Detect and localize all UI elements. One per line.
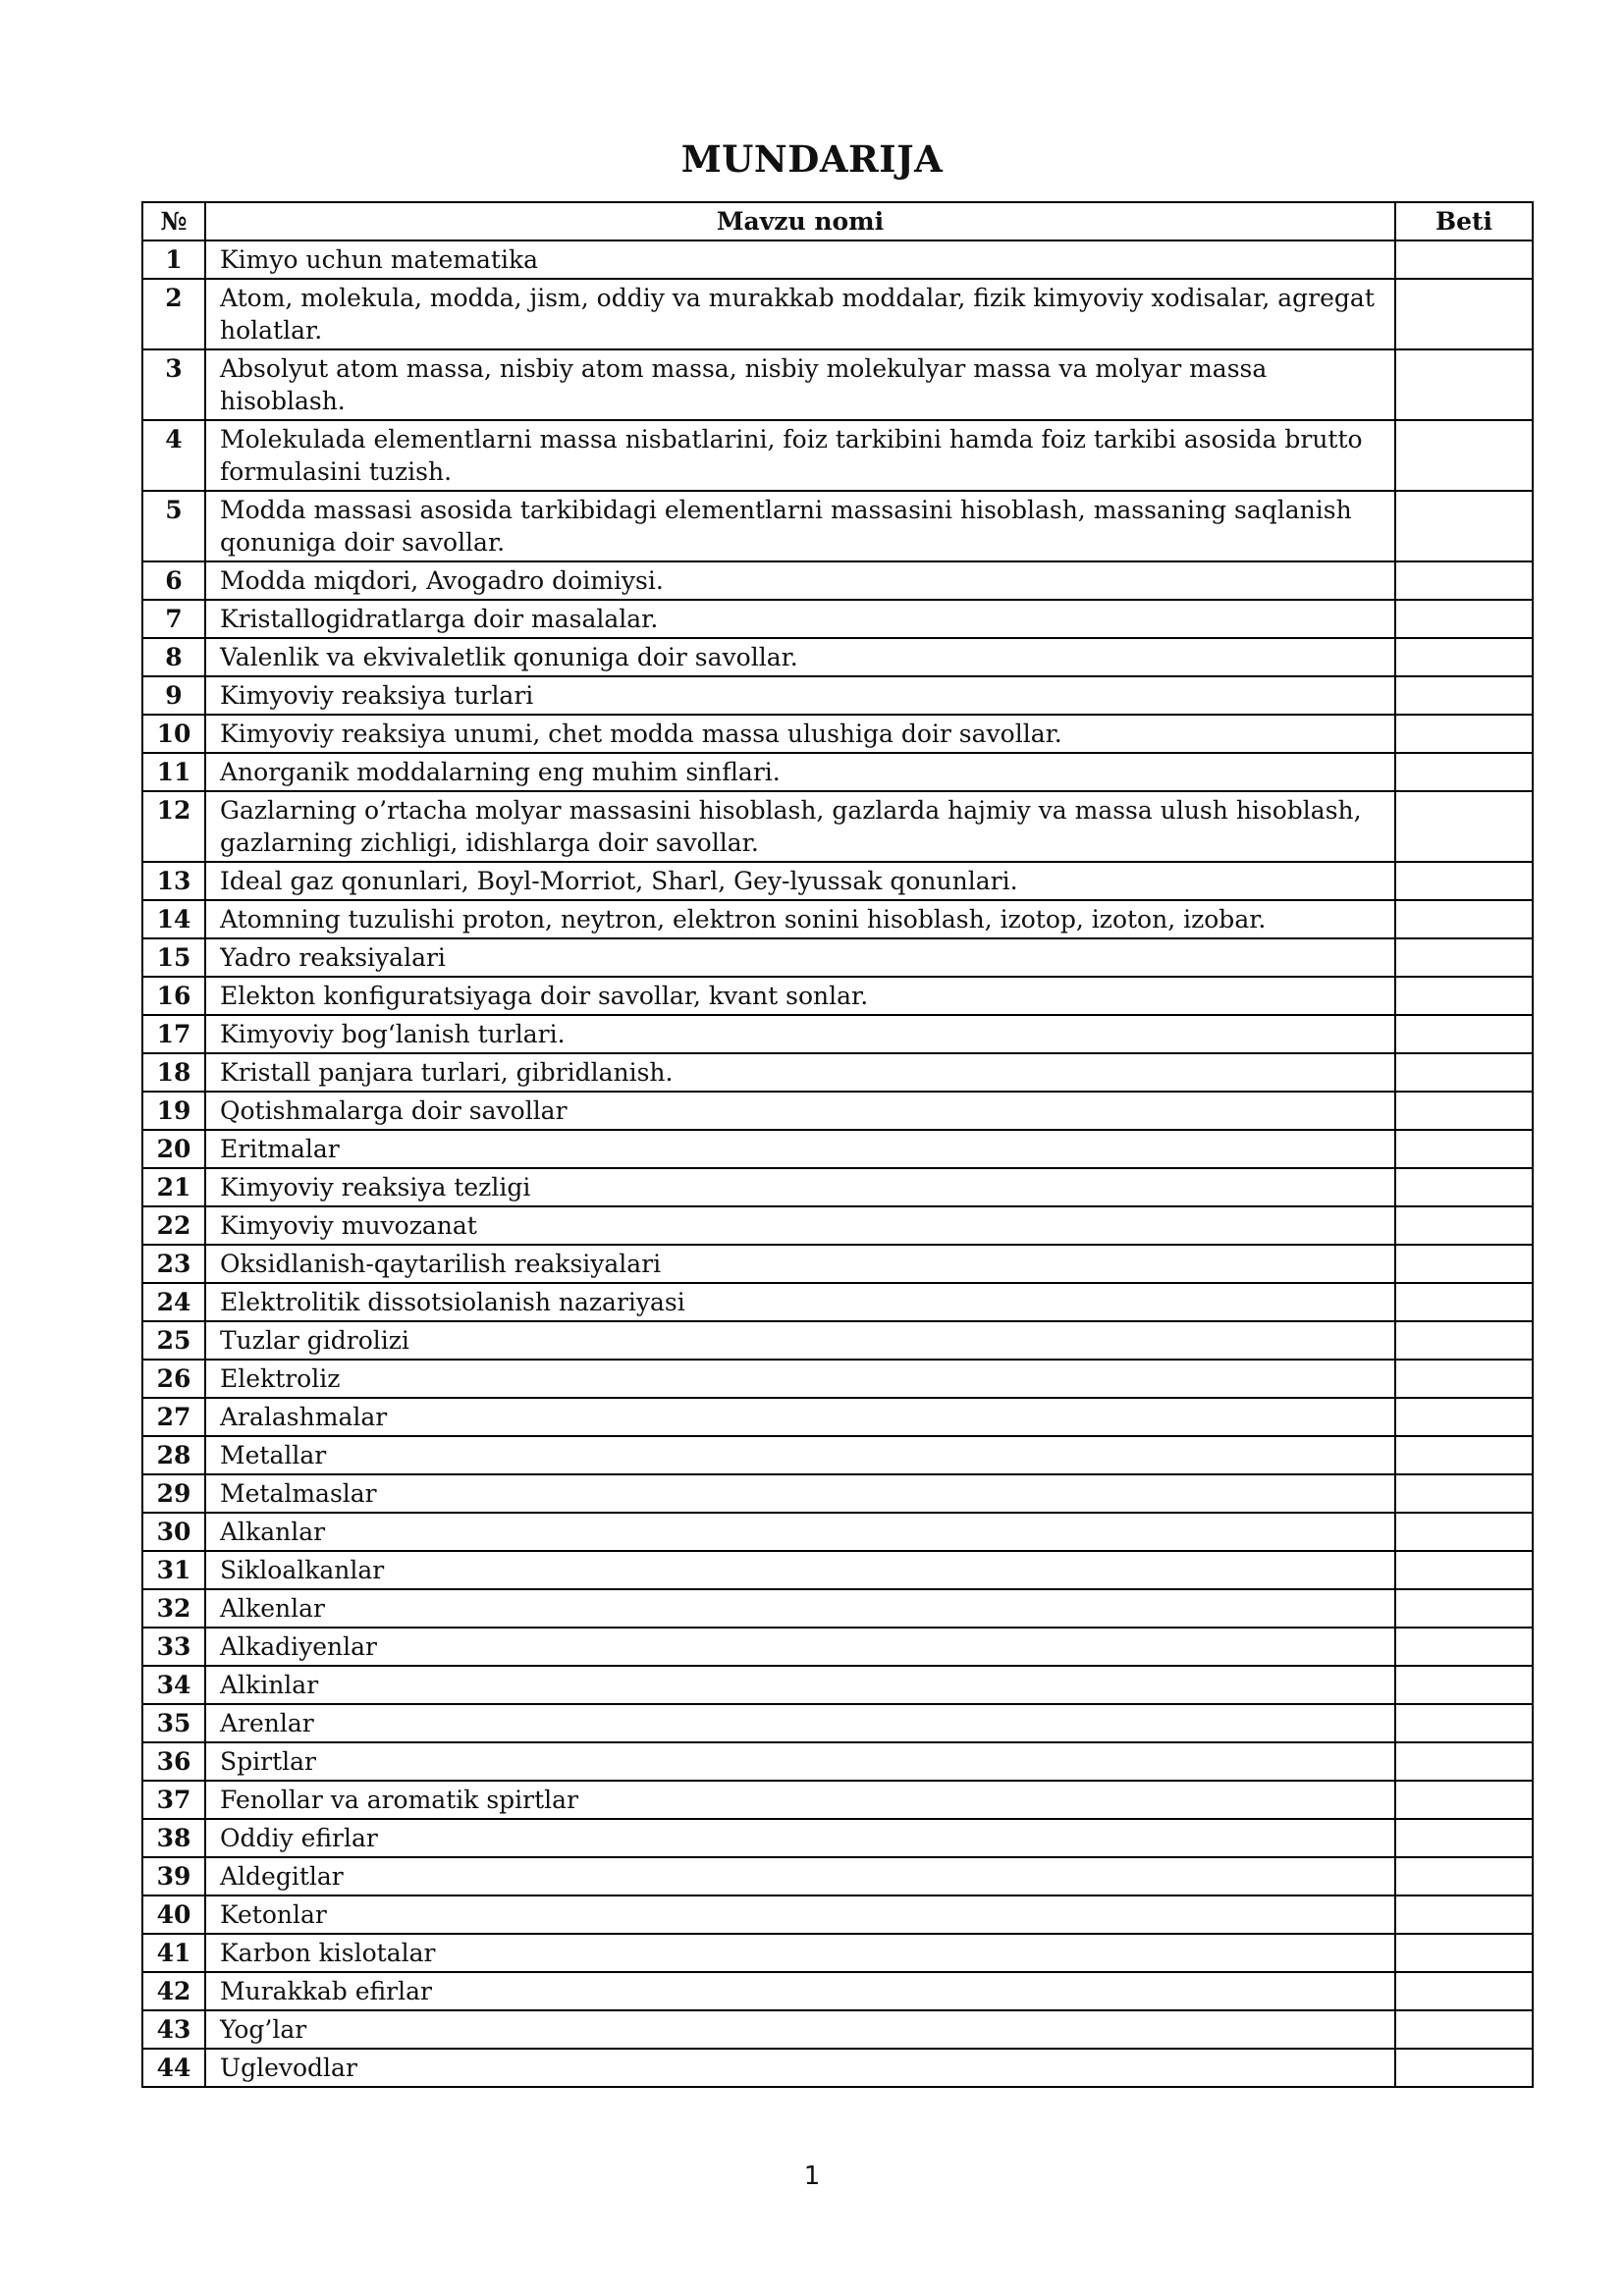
table-row: [142, 600, 1533, 638]
row-topic: Alkanlar: [205, 1513, 1395, 1551]
table-row: [142, 491, 1533, 561]
row-page-cell: [1395, 1666, 1533, 1704]
row-page-cell: [1395, 1781, 1533, 1819]
row-page-cell: [1395, 2049, 1533, 2087]
table-row: [142, 1436, 1533, 1474]
row-page-cell: [1395, 1168, 1533, 1206]
table-row: [142, 561, 1533, 600]
row-number: 36: [142, 1742, 205, 1781]
table-row: [142, 638, 1533, 676]
row-topic: Yadro reaksiyalari: [205, 938, 1395, 977]
row-page-cell: [1395, 1206, 1533, 1245]
row-topic: Fenollar va aromatik spirtlar: [205, 1781, 1395, 1819]
row-number: 39: [142, 1857, 205, 1896]
row-topic: Alkinlar: [205, 1666, 1395, 1704]
table-row: [142, 1551, 1533, 1589]
row-number: 28: [142, 1436, 205, 1474]
table-row: [142, 1206, 1533, 1245]
row-topic: Uglevodlar: [205, 2049, 1395, 2087]
page-number: 1: [803, 2162, 821, 2191]
row-page-cell: [1395, 1857, 1533, 1896]
table-row: [142, 1245, 1533, 1283]
row-page-cell: [1395, 600, 1533, 638]
table-row: [142, 1972, 1533, 2010]
row-topic: Elektroliz: [205, 1360, 1395, 1398]
row-topic: Aldegitlar: [205, 1857, 1395, 1896]
table-row: [142, 791, 1533, 862]
table-row: [142, 1857, 1533, 1896]
row-topic: Qotishmalarga doir savollar: [205, 1092, 1395, 1130]
row-topic: Ketonlar: [205, 1896, 1395, 1934]
row-page-cell: [1395, 1436, 1533, 1474]
column-header-number: №: [142, 202, 205, 240]
row-topic: Arenlar: [205, 1704, 1395, 1742]
row-number: 29: [142, 1474, 205, 1513]
row-page-cell: [1395, 676, 1533, 715]
row-page-cell: [1395, 1972, 1533, 2010]
row-topic: Kristallogidratlarga doir masalalar.: [205, 600, 1395, 638]
row-number: 10: [142, 715, 205, 753]
row-number: 38: [142, 1819, 205, 1857]
row-page-cell: [1395, 1321, 1533, 1360]
row-number: 14: [142, 900, 205, 938]
table-row: [142, 240, 1533, 279]
row-page-cell: [1395, 977, 1533, 1015]
table-row: [142, 1321, 1533, 1360]
row-topic: Anorganik moddalarning eng muhim sinflari.: [205, 753, 1395, 791]
row-topic: Eritmalar: [205, 1130, 1395, 1168]
row-number: 5: [142, 491, 205, 561]
row-number: 34: [142, 1666, 205, 1704]
table-row: [142, 279, 1533, 349]
table-row: [142, 1628, 1533, 1666]
row-number: 27: [142, 1398, 205, 1436]
toc-table: [141, 201, 1534, 2088]
table-row: [142, 715, 1533, 753]
row-number: 41: [142, 1934, 205, 1972]
table-row: [142, 1781, 1533, 1819]
table-row: [142, 1589, 1533, 1628]
table-row: [142, 938, 1533, 977]
row-page-cell: [1395, 938, 1533, 977]
row-number: 20: [142, 1130, 205, 1168]
row-number: 18: [142, 1053, 205, 1092]
row-number: 32: [142, 1589, 205, 1628]
row-number: 13: [142, 862, 205, 900]
row-topic: Sikloalkanlar: [205, 1551, 1395, 1589]
table-row: [142, 1513, 1533, 1551]
column-header-page: Beti: [1395, 202, 1533, 240]
row-page-cell: [1395, 1934, 1533, 1972]
row-page-cell: [1395, 638, 1533, 676]
row-topic: Elekton konfiguratsiyaga doir savollar, kvant sonlar.: [205, 977, 1395, 1015]
row-page-cell: [1395, 715, 1533, 753]
row-number: 23: [142, 1245, 205, 1283]
table-row: [142, 349, 1533, 420]
row-topic: Karbon kislotalar: [205, 1934, 1395, 1972]
table-row: [142, 1130, 1533, 1168]
row-page-cell: [1395, 420, 1533, 491]
row-page-cell: [1395, 491, 1533, 561]
table-row: [142, 862, 1533, 900]
row-topic: Atomning tuzulishi proton, neytron, elektron sonini hisoblash, izotop, izoton, izobar.: [205, 900, 1395, 938]
row-number: 19: [142, 1092, 205, 1130]
row-topic: Tuzlar gidrolizi: [205, 1321, 1395, 1360]
row-number: 37: [142, 1781, 205, 1819]
row-number: 44: [142, 2049, 205, 2087]
table-row: [142, 1819, 1533, 1857]
table-row: [142, 1666, 1533, 1704]
row-page-cell: [1395, 1551, 1533, 1589]
row-page-cell: [1395, 240, 1533, 279]
row-number: 31: [142, 1551, 205, 1589]
table-row: [142, 676, 1533, 715]
row-topic: Kimyoviy reaksiya turlari: [205, 676, 1395, 715]
row-page-cell: [1395, 791, 1533, 862]
row-number: 1: [142, 240, 205, 279]
row-page-cell: [1395, 349, 1533, 420]
row-number: 22: [142, 1206, 205, 1245]
table-row: [142, 2010, 1533, 2049]
row-number: 7: [142, 600, 205, 638]
page-title: MUNDARIJA: [680, 137, 944, 181]
row-topic: Alkadiyenlar: [205, 1628, 1395, 1666]
table-row: [142, 1896, 1533, 1934]
row-topic: Murakkab efirlar: [205, 1972, 1395, 2010]
row-page-cell: [1395, 1130, 1533, 1168]
row-number: 42: [142, 1972, 205, 2010]
table-row: [142, 1934, 1533, 1972]
row-page-cell: [1395, 1704, 1533, 1742]
row-page-cell: [1395, 1360, 1533, 1398]
table-row: [142, 2049, 1533, 2087]
row-page-cell: [1395, 1819, 1533, 1857]
row-number: 26: [142, 1360, 205, 1398]
row-page-cell: [1395, 1398, 1533, 1436]
row-page-cell: [1395, 1092, 1533, 1130]
row-number: 9: [142, 676, 205, 715]
row-number: 33: [142, 1628, 205, 1666]
row-number: 21: [142, 1168, 205, 1206]
table-row: [142, 753, 1533, 791]
row-topic: Oddiy efirlar: [205, 1819, 1395, 1857]
column-header-topic: Mavzu nomi: [205, 202, 1395, 240]
row-page-cell: [1395, 753, 1533, 791]
table-row: [142, 1474, 1533, 1513]
row-number: 4: [142, 420, 205, 491]
row-topic: Metallar: [205, 1436, 1395, 1474]
row-topic: Yog’lar: [205, 2010, 1395, 2049]
table-row: [142, 1168, 1533, 1206]
row-topic: Aralashmalar: [205, 1398, 1395, 1436]
row-topic: Modda miqdori, Avogadro doimiysi.: [205, 561, 1395, 600]
row-page-cell: [1395, 1628, 1533, 1666]
row-topic: Kimyo uchun matematika: [205, 240, 1395, 279]
table-row: [142, 1015, 1533, 1053]
row-number: 25: [142, 1321, 205, 1360]
row-topic: Atom, molekula, modda, jism, oddiy va murakkab moddalar, fizik kimyoviy xodisalar, agregat holatlar.: [205, 279, 1395, 349]
row-page-cell: [1395, 900, 1533, 938]
row-page-cell: [1395, 1053, 1533, 1092]
table-row: [142, 1742, 1533, 1781]
row-page-cell: [1395, 279, 1533, 349]
table-row: [142, 420, 1533, 491]
row-topic: Molekulada elementlarni massa nisbatlarini, foiz tarkibini hamda foiz tarkibi asosida brutto formulasini tuzish.: [205, 420, 1395, 491]
table-row: [142, 900, 1533, 938]
row-number: 2: [142, 279, 205, 349]
row-topic: Kimyoviy reaksiya unumi, chet modda massa ulushiga doir savollar.: [205, 715, 1395, 753]
row-page-cell: [1395, 1742, 1533, 1781]
row-number: 12: [142, 791, 205, 862]
row-number: 8: [142, 638, 205, 676]
row-page-cell: [1395, 1474, 1533, 1513]
row-topic: Absolyut atom massa, nisbiy atom massa, nisbiy molekulyar massa va molyar massa hisoblash.: [205, 349, 1395, 420]
row-number: 3: [142, 349, 205, 420]
table-row: [142, 1398, 1533, 1436]
table-row: [142, 1704, 1533, 1742]
row-page-cell: [1395, 1015, 1533, 1053]
row-topic: Kristall panjara turlari, gibridlanish.: [205, 1053, 1395, 1092]
row-number: 6: [142, 561, 205, 600]
row-topic: Modda massasi asosida tarkibidagi elementlarni massasini hisoblash, massaning saqlanish qonuniga doir savollar.: [205, 491, 1395, 561]
row-topic: Elektrolitik dissotsiolanish nazariyasi: [205, 1283, 1395, 1321]
row-number: 35: [142, 1704, 205, 1742]
row-number: 11: [142, 753, 205, 791]
row-topic: Spirtlar: [205, 1742, 1395, 1781]
row-number: 24: [142, 1283, 205, 1321]
row-topic: Kimyoviy reaksiya tezligi: [205, 1168, 1395, 1206]
row-page-cell: [1395, 1245, 1533, 1283]
row-topic: Valenlik va ekvivaletlik qonuniga doir savollar.: [205, 638, 1395, 676]
row-topic: Metalmaslar: [205, 1474, 1395, 1513]
row-page-cell: [1395, 862, 1533, 900]
row-topic: Kimyoviy muvozanat: [205, 1206, 1395, 1245]
row-page-cell: [1395, 2010, 1533, 2049]
row-number: 40: [142, 1896, 205, 1934]
table-header-row: [142, 202, 1533, 240]
row-topic: Kimyoviy bog‘lanish turlari.: [205, 1015, 1395, 1053]
table-row: [142, 977, 1533, 1015]
row-topic: Oksidlanish-qaytarilish reaksiyalari: [205, 1245, 1395, 1283]
row-page-cell: [1395, 561, 1533, 600]
row-topic: Ideal gaz qonunlari, Boyl-Morriot, Sharl, Gey-lyussak qonunlari.: [205, 862, 1395, 900]
table-row: [142, 1360, 1533, 1398]
row-page-cell: [1395, 1589, 1533, 1628]
table-row: [142, 1092, 1533, 1130]
row-number: 43: [142, 2010, 205, 2049]
table-row: [142, 1283, 1533, 1321]
row-topic: Alkenlar: [205, 1589, 1395, 1628]
row-page-cell: [1395, 1896, 1533, 1934]
row-number: 15: [142, 938, 205, 977]
table-body: [142, 240, 1533, 2087]
row-page-cell: [1395, 1513, 1533, 1551]
row-number: 30: [142, 1513, 205, 1551]
row-number: 17: [142, 1015, 205, 1053]
row-page-cell: [1395, 1283, 1533, 1321]
row-number: 16: [142, 977, 205, 1015]
table-row: [142, 1053, 1533, 1092]
row-topic: Gazlarning o’rtacha molyar massasini hisoblash, gazlarda hajmiy va massa ulush hisoblash, gazlarning zichligi, idishlarga doir savollar.: [205, 791, 1395, 862]
